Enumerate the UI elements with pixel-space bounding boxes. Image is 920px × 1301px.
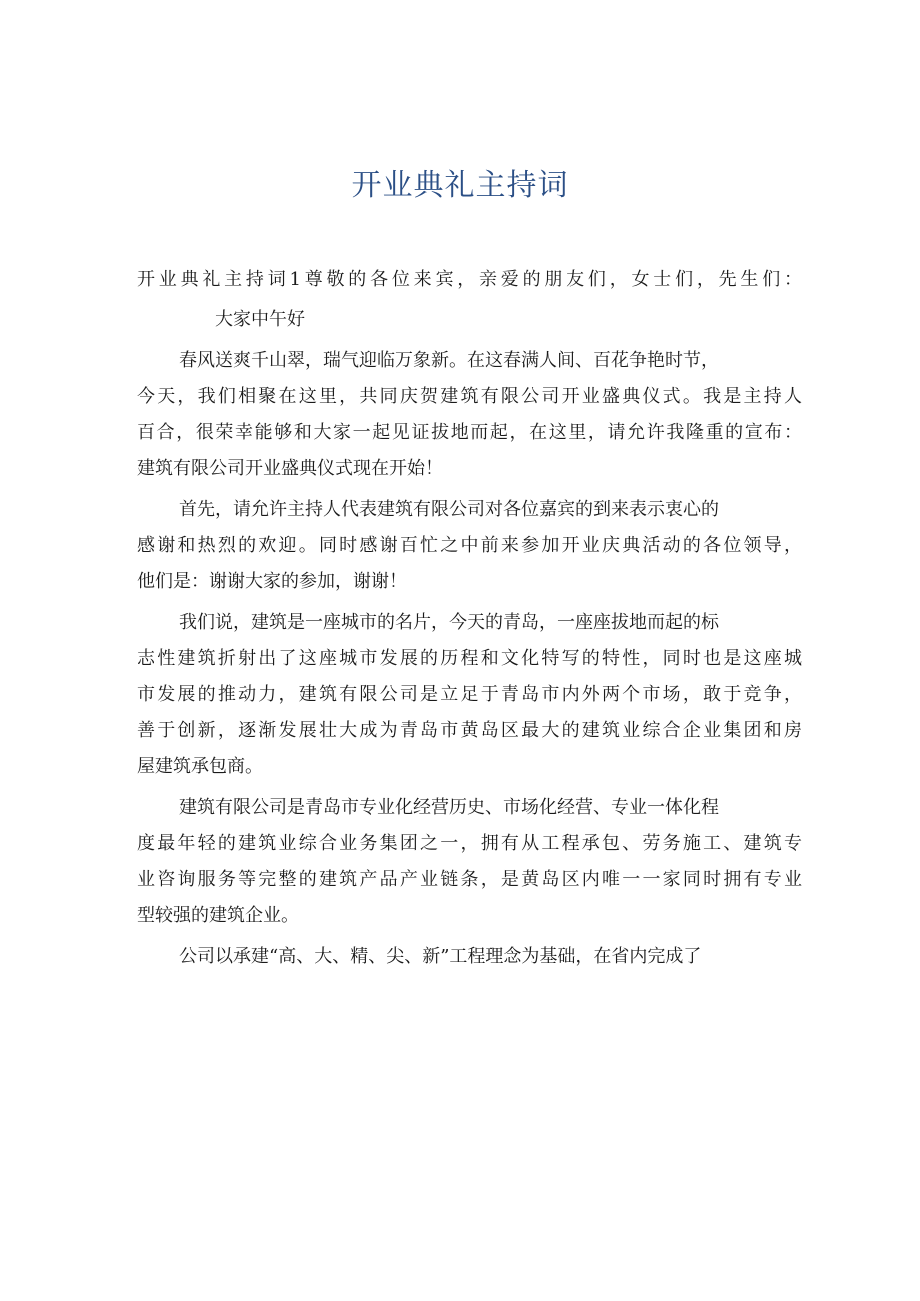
paragraph-line: 百合，很荣幸能够和大家一起见证拔地而起，在这里，请允许我隆重的宣布： — [137, 422, 802, 443]
paragraph-line: 首先，请允许主持人代表建筑有限公司对各位嘉宾的到来表示衷心的 — [179, 499, 719, 520]
paragraph-line: 大家中午好 — [215, 309, 305, 330]
paragraph-line: 感谢和热烈的欢迎。同时感谢百忙之中前来参加开业庆典活动的各位领导， — [137, 535, 802, 556]
paragraph-line: 度最年轻的建筑业综合业务集团之一，拥有从工程承包、劳务施工、建筑专 — [137, 833, 802, 854]
paragraph-line: 业咨询服务等完整的建筑产品产业链条，是黄岛区内唯一一家同时拥有专业 — [137, 869, 802, 890]
paragraph-line: 今天，我们相聚在这里，共同庆贺建筑有限公司开业盛典仪式。我是主持人 — [137, 386, 802, 407]
paragraph-line: 善于创新，逐渐发展壮大成为青岛市黄岛区最大的建筑业综合企业集团和房 — [137, 720, 802, 741]
paragraph-line: 开业典礼主持词1尊敬的各位来宾，亲爱的朋友们，女士们，先生们： — [137, 269, 802, 290]
paragraph-line: 公司以承建“高、大、精、尖、新”工程理念为基础，在省内完成了 — [179, 946, 702, 967]
paragraph-line: 市发展的推动力，建筑有限公司是立足于青岛市内外两个市场，敢于竞争， — [137, 684, 802, 705]
paragraph-line: 型较强的建筑企业。 — [137, 905, 299, 926]
paragraph-line: 我们说，建筑是一座城市的名片，今天的青岛，一座座拔地而起的标 — [179, 612, 719, 633]
paragraph-line: 他们是：谢谢大家的参加，谢谢！ — [137, 571, 407, 592]
paragraph-line: 建筑有限公司是青岛市专业化经营历史、市场化经营、专业一体化程 — [179, 797, 719, 818]
paragraph-line: 屋建筑承包商。 — [137, 756, 263, 777]
paragraph-line: 建筑有限公司开业盛典仪式现在开始！ — [137, 458, 443, 479]
document-title: 开业典礼主持词 — [351, 168, 569, 203]
document-body — [137, 262, 802, 975]
paragraph-line: 春风送爽千山翠，瑞气迎临万象新。在这春满人间、百花争艳时节， — [179, 350, 719, 371]
paragraph-line: 志性建筑折射出了这座城市发展的历程和文化特写的特性，同时也是这座城 — [137, 648, 802, 669]
